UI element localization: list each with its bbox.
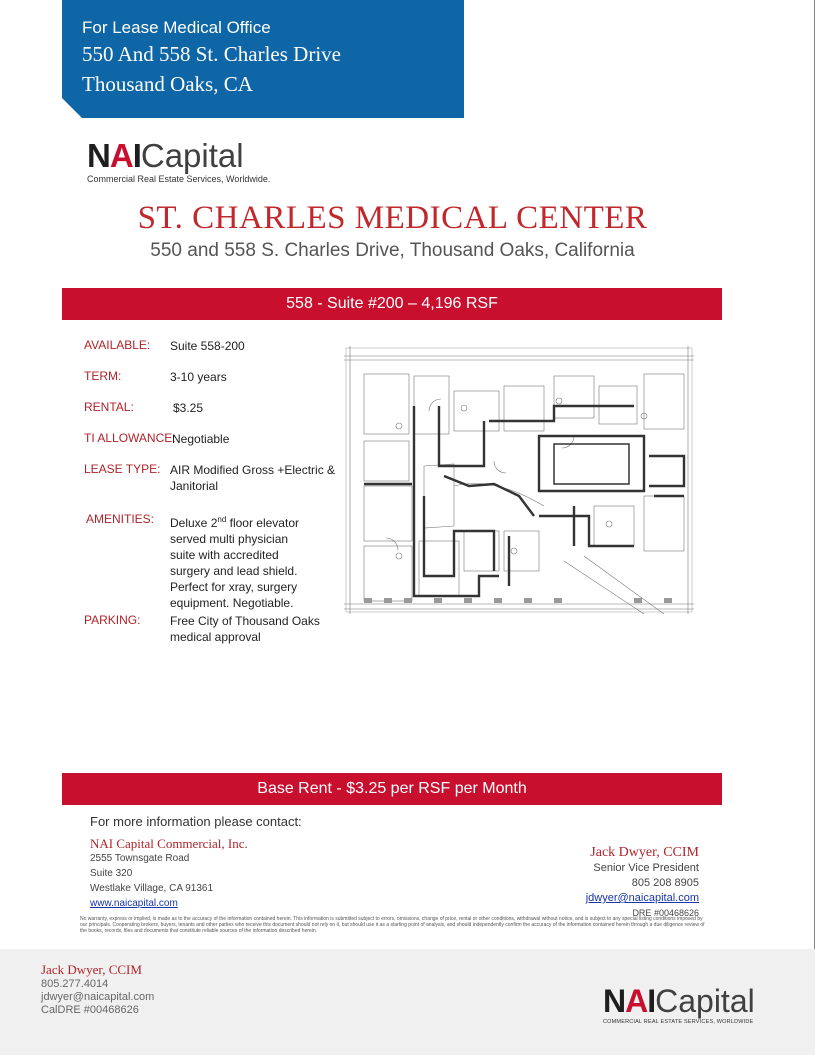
amenities-line-1a: Deluxe 2 <box>170 516 218 530</box>
footer-logo-capital: Capital <box>655 983 755 1019</box>
contact-heading: For more information please contact: <box>90 814 302 829</box>
footer-logo-a: A <box>625 983 648 1019</box>
amenities-line-6: equipment. Negotiable. <box>170 596 294 610</box>
website-link[interactable]: www.naicapital.com <box>90 898 178 909</box>
footer-logo-i: I <box>647 983 656 1019</box>
footer-email: jdwyer@naicapital.com <box>41 991 155 1003</box>
amenities-sup: nd <box>217 515 227 524</box>
page-subtitle: 550 and 558 S. Charles Drive, Thousand Oaks, California <box>150 240 635 261</box>
logo-wordmark <box>87 138 270 174</box>
base-rent-banner: Base Rent - $3.25 per RSF per Month <box>62 773 722 805</box>
header-line-city: Thousand Oaks, CA <box>82 72 253 96</box>
address-line-2: Suite 320 <box>90 868 133 879</box>
term-label: TERM: <box>84 369 122 383</box>
footer-dre: CalDRE #00468626 <box>41 1004 139 1016</box>
agent-contact <box>586 845 699 921</box>
logo-i: I <box>132 137 141 174</box>
parking-line-2: medical approval <box>170 630 261 644</box>
footer-agent-name: Jack Dwyer, CCIM <box>41 962 142 977</box>
footer-phone: 805.277.4014 <box>41 978 109 990</box>
parking-value <box>170 613 320 645</box>
available-label: AVAILABLE: <box>84 338 151 352</box>
header-line-address: 550 And 558 St. Charles Drive <box>82 42 341 66</box>
lease-type-value <box>170 462 335 494</box>
ti-allowance-label: TI ALLOWANCE: <box>84 431 176 445</box>
rental-value: $3.25 <box>173 401 204 415</box>
header-banner <box>62 0 464 118</box>
amenities-line-3: suite with accredited <box>170 548 279 562</box>
suite-banner: 558 - Suite #200 – 4,196 RSF <box>62 288 722 320</box>
header-notch <box>62 98 82 118</box>
amenities-value <box>170 512 299 611</box>
ti-allowance-value: Negotiable <box>172 432 230 446</box>
footer-nai-capital-logo <box>603 984 755 1025</box>
lease-type-line-1: AIR Modified Gross +Electric & <box>170 463 336 477</box>
amenities-line-1b: floor elevator <box>226 516 299 530</box>
parking-label: PARKING: <box>84 613 141 627</box>
agent-dre: DRE #00468626 <box>632 908 699 918</box>
footer-logo-n: N <box>603 983 626 1019</box>
term-value: 3-10 years <box>170 370 227 384</box>
floor-plan-drawing <box>344 346 694 614</box>
address-line-1: 2555 Townsgate Road <box>90 853 190 864</box>
logo-capital: Capital <box>140 137 244 174</box>
amenities-line-2: served multi physician <box>170 532 289 546</box>
nai-capital-logo <box>87 138 270 184</box>
footer-logo-tagline: COMMERCIAL REAL ESTATE SERVICES, WORLDWIDE <box>603 1019 754 1025</box>
legal-disclaimer: No warranty, express or implied, is made as to the accuracy of the information contained herein. This information is submitted subject to errors, omissions, change of price, rental or other conditions, withdrawal without notice, and is subject to any special listing conditions imposed by our principals. Cooperating brokers, buyers, tenants and other parties who receive this document should not rely on it, but should use it as a starting point of analysis, and should independently confirm the accuracy of the information contained herein through a due diligence review of the books, records, files and documents that constitute reliable sources of the information described herein. <box>80 916 705 934</box>
logo-n: N <box>87 137 110 174</box>
parking-line-1: Free City of Thousand Oaks <box>170 614 320 628</box>
available-value: Suite 558-200 <box>170 339 245 353</box>
rental-label: RENTAL: <box>84 400 134 414</box>
logo-a: A <box>109 137 133 174</box>
header-line-lease: For Lease Medical Office <box>82 18 271 37</box>
amenities-line-4: surgery and lead shield. <box>170 564 298 578</box>
footer-logo-wordmark <box>603 984 755 1018</box>
agent-title: Senior Vice President <box>593 862 699 874</box>
page-title: ST. CHARLES MEDICAL CENTER <box>137 200 648 236</box>
company-name: NAI Capital Commercial, Inc. <box>90 836 248 851</box>
address-line-3: Westlake Village, CA 91361 <box>90 883 214 894</box>
logo-tagline: Commercial Real Estate Services, Worldwide. <box>87 174 271 184</box>
amenities-label: AMENITIES: <box>86 512 155 526</box>
agent-name: Jack Dwyer, CCIM <box>590 845 699 860</box>
company-address <box>90 851 213 911</box>
agent-phone: 805 208 8905 <box>631 877 699 889</box>
amenities-line-5: Perfect for xray, surgery <box>170 580 298 594</box>
lease-type-line-2: Janitorial <box>170 479 219 493</box>
lease-type-label: LEASE TYPE: <box>84 462 161 476</box>
agent-email-link[interactable]: jdwyer@naicapital.com <box>585 892 699 904</box>
